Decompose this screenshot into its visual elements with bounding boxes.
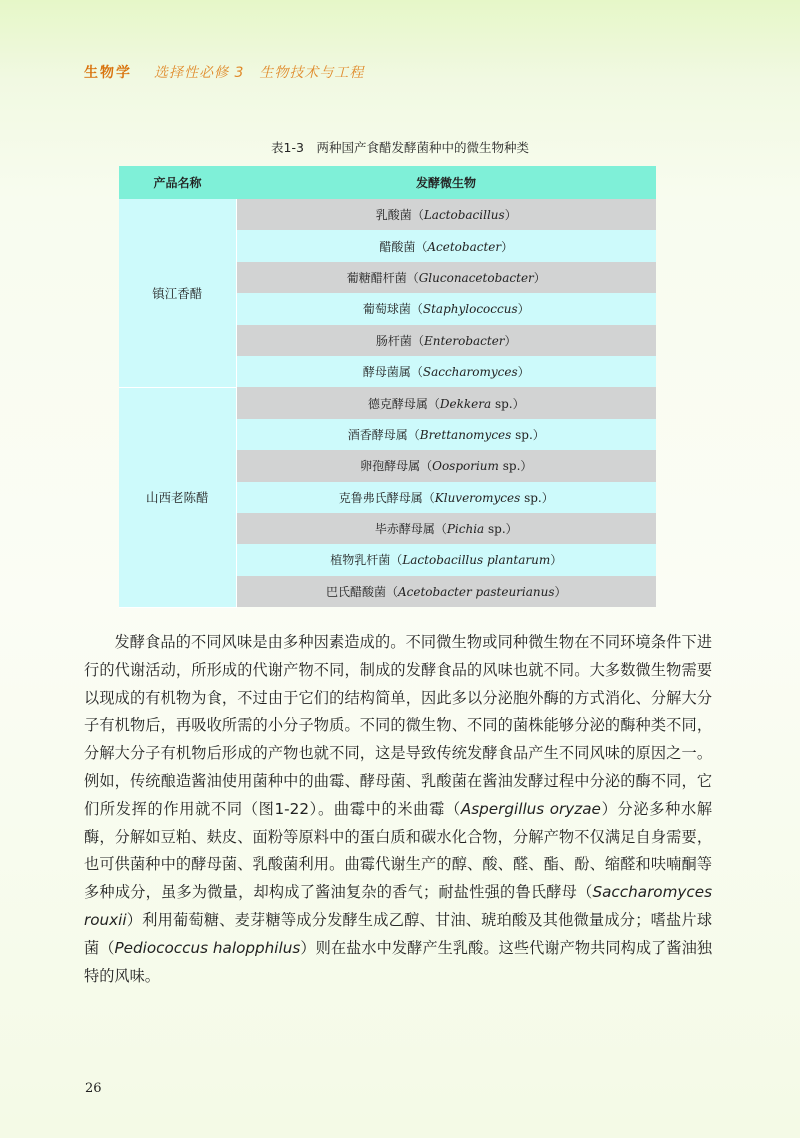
header-subject: 生物学 bbox=[84, 65, 132, 81]
organism-latin-name: Lactobacillus plantarum bbox=[402, 553, 551, 568]
organism-cell: 酵母菌属（Saccharomyces） bbox=[236, 356, 656, 387]
organism-latin-name: Acetobacter pasteurianus bbox=[397, 584, 555, 599]
organism-latin-name: Dekkera bbox=[439, 396, 492, 411]
organism-latin-name: Pichia bbox=[446, 522, 485, 537]
organism-cell: 葡糖醋杆菌（Gluconacetobacter） bbox=[236, 262, 656, 293]
organism-chinese-name: 醋酸菌 bbox=[379, 239, 416, 254]
column-header-organism: 发酵微生物 bbox=[236, 166, 656, 199]
organism-chinese-name: 葡糖醋杆菌 bbox=[346, 270, 407, 285]
product-name-cell: 山西老陈醋 bbox=[119, 387, 236, 607]
organism-cell: 肠杆菌（Enterobacter） bbox=[236, 325, 656, 356]
header-book-title: 选择性必修 3 生物技术与工程 bbox=[154, 65, 365, 81]
organism-chinese-name: 肠杆菌 bbox=[375, 333, 412, 348]
organism-cell: 植物乳杆菌（Lactobacillus plantarum） bbox=[236, 544, 656, 575]
running-header bbox=[84, 62, 364, 82]
organism-latin-suffix: sp. bbox=[520, 490, 542, 505]
column-header-product: 产品名称 bbox=[119, 166, 236, 199]
organism-cell: 酒香酵母属（Brettanomyces sp.） bbox=[236, 419, 656, 450]
organism-chinese-name: 酵母菌属 bbox=[362, 365, 411, 380]
organism-cell: 葡萄球菌（Staphylococcus） bbox=[236, 293, 656, 324]
organism-latin-suffix: sp. bbox=[511, 427, 533, 442]
organism-latin-name: Lactobacillus bbox=[423, 208, 505, 223]
organism-chinese-name: 植物乳杆菌 bbox=[330, 553, 391, 568]
table-caption: 表1-3 两种国产食醋发酵菌种中的微生物种类 bbox=[271, 140, 529, 155]
paragraph-text: 发酵食品的不同风味是由多种因素造成的。不同微生物或同种微生物在不同环境条件下进行的代谢活动，所形成的代谢产物不同，制成的发酵食品的风味也就不同。大多数微生物需要以现成的有机物为食，不过由于它们的结构简单，因此多以分泌胞外酶的方式消化、分解大分子有机物后，再吸收所需的小分子物质。不同的微生物、不同的菌株能够分泌的酶种类不同，分解大分子有机物后形成的产物也就不同，这是导致传统发酵食品产生不同风味的原因之一。例如，传统酿造酱油使用菌种中的曲霉、酵母菌、乳酸菌在酱油发酵过程中分泌的酶不同，它们所发挥的作用就不同（图1-22）。曲霉中的米曲霉（ bbox=[84, 633, 712, 818]
body-paragraph bbox=[84, 629, 712, 990]
species-name: Pediococcus halopphilus bbox=[114, 938, 301, 957]
organism-chinese-name: 毕赤酵母属 bbox=[374, 522, 435, 537]
organism-chinese-name: 葡萄球菌 bbox=[362, 302, 411, 317]
organism-chinese-name: 酒香酵母属 bbox=[347, 427, 408, 442]
organism-latin-suffix: sp. bbox=[491, 396, 513, 411]
product-name-cell: 镇江香醋 bbox=[119, 199, 236, 387]
table-body bbox=[119, 199, 656, 607]
table-row bbox=[119, 387, 656, 418]
paragraph-text: ）分泌多种水解酶，分解如豆粕、麸皮、面粉等原料中的蛋白质和碳水化合物，分解产物不仅满足自身需要，也可供菌种中的酵母菌、乳酸菌利用。曲霉代谢生产的醇、酸、醛、酯、酚、缩醛和呋喃酮等多种成分，虽多为微量，却构成了酱油复杂的香气；耐盐性强的鲁氏酵母（ bbox=[84, 799, 713, 902]
organism-chinese-name: 克鲁弗氏酵母属 bbox=[338, 490, 423, 505]
organism-latin-name: Oosporium bbox=[432, 459, 499, 474]
species-name: Aspergillus oryzae bbox=[460, 799, 601, 818]
organism-cell: 巴氏醋酸菌（Acetobacter pasteurianus） bbox=[236, 576, 656, 607]
organism-latin-name: Gluconacetobacter bbox=[418, 270, 534, 285]
organism-chinese-name: 巴氏醋酸菌 bbox=[325, 584, 386, 599]
organism-latin-name: Enterobacter bbox=[423, 333, 505, 348]
organism-cell: 乳酸菌（Lactobacillus） bbox=[236, 199, 656, 230]
body-text bbox=[84, 629, 712, 990]
page-number: 26 bbox=[85, 1081, 102, 1096]
paragraph-text: ）利用葡萄糖、麦芽糖等成分发酵生成乙醇、甘油、琥珀酸及其他微量成分；嗜盐片球菌（ bbox=[84, 910, 712, 957]
organism-latin-name: Saccharomyces bbox=[422, 365, 518, 380]
organism-latin-name: Brettanomyces bbox=[419, 427, 512, 442]
table-row bbox=[119, 199, 656, 230]
paragraph-text: ）则在盐水中发酵产生乳酸。这些代谢产物共同构成了酱油独特的风味。 bbox=[84, 938, 713, 985]
organism-latin-name: Staphylococcus bbox=[422, 302, 518, 317]
table-header-row bbox=[119, 166, 656, 199]
organism-cell: 德克酵母属（Dekkera sp.） bbox=[236, 387, 656, 418]
organism-latin-name: Acetobacter bbox=[427, 239, 502, 254]
organism-cell: 毕赤酵母属（Pichia sp.） bbox=[236, 513, 656, 544]
species-name: Saccharomyces rouxii bbox=[84, 883, 712, 929]
organism-cell: 卵孢酵母属（Oosporium sp.） bbox=[236, 450, 656, 481]
organism-cell: 克鲁弗氏酵母属（Kluveromyces sp.） bbox=[236, 482, 656, 513]
organism-chinese-name: 乳酸菌 bbox=[375, 208, 412, 223]
organism-latin-suffix: sp. bbox=[498, 459, 521, 474]
organism-chinese-name: 德克酵母属 bbox=[367, 396, 428, 411]
organism-chinese-name: 卵孢酵母属 bbox=[360, 459, 421, 474]
microorganism-table bbox=[119, 166, 656, 608]
organism-latin-name: Kluveromyces bbox=[434, 490, 521, 505]
organism-cell: 醋酸菌（Acetobacter） bbox=[236, 230, 656, 261]
organism-latin-suffix: sp. bbox=[484, 522, 506, 537]
